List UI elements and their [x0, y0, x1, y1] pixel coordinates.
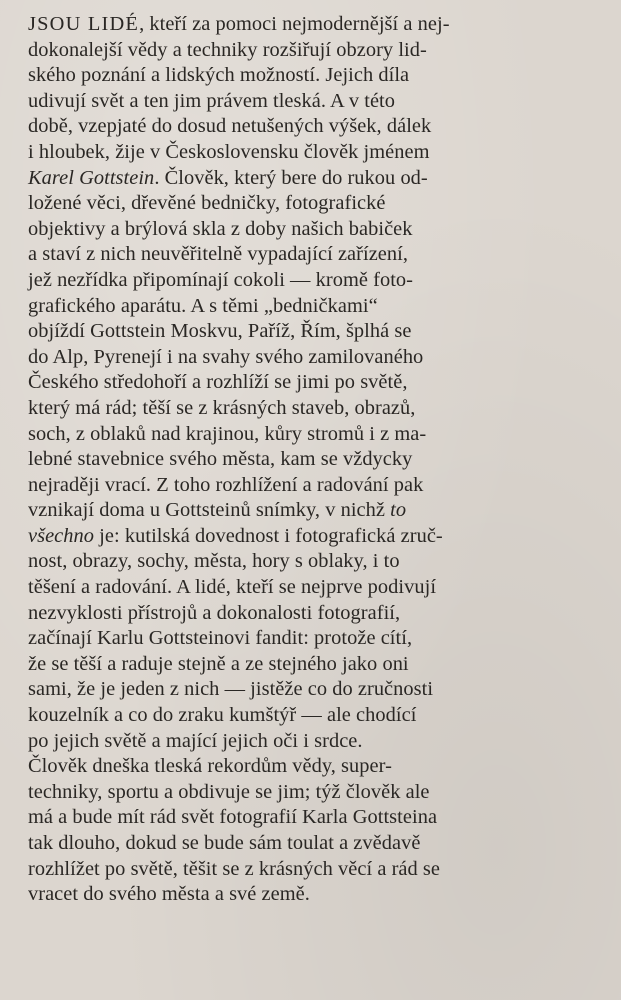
italic-text: všechno: [28, 524, 95, 547]
text-segment: objektivy a brýlová skla z doby našich babiček: [28, 217, 413, 240]
text-segment: udivují svět a ten jim právem tleská. A v této: [28, 89, 396, 112]
text-line: [28, 626, 600, 652]
text-segment: a staví z nich neuvěřitelně vypadající zařízení,: [28, 243, 409, 266]
text-segment: který má rád; těší se z krásných staveb, obrazů,: [28, 396, 416, 419]
text-segment: Českého středohoří a rozhlíží se jimi po světě,: [28, 371, 408, 394]
text-line: [28, 805, 600, 831]
text-line: [28, 242, 600, 268]
text-segment: objíždí Gottstein Moskvu, Paříž, Řím, šplhá se: [28, 320, 412, 343]
text-segment: jež nezřídka připomínají cokoli — kromě foto-: [28, 268, 414, 291]
text-segment: nost, obrazy, sochy, města, hory s oblaky, i to: [28, 550, 400, 573]
text-line: [28, 294, 600, 320]
text-line: [28, 166, 600, 192]
text-segment: těšení a radování. A lidé, kteří se nejprve podivují: [28, 576, 437, 599]
text-line: [28, 114, 600, 140]
text-line: [28, 38, 600, 64]
text-segment: nejraději vrací. Z toho rozhlížení a radování pak: [28, 473, 424, 496]
text-line: [28, 857, 600, 883]
text-segment: vracet do svého města a své země.: [28, 883, 310, 906]
text-line: [28, 319, 600, 345]
text-line: [28, 575, 600, 601]
text-segment: kouzelník a co do zraku kumštýř — ale chodící: [28, 704, 417, 727]
text-segment: době, vzepjaté do dosud netušených výšek, dálek: [28, 115, 432, 138]
text-segment: Člověk dneška tleská rekordům vědy, super-: [28, 755, 392, 778]
text-line: [28, 498, 600, 524]
text-line: [28, 524, 600, 550]
italic-text: to: [390, 499, 407, 522]
text-line: [28, 345, 600, 371]
text-segment: ského poznání a lidských možností. Jejich díla: [28, 64, 410, 87]
text-line: [28, 677, 600, 703]
text-line: [28, 191, 600, 217]
text-segment: vznikají doma u Gottsteinů snímky, v nichž: [28, 499, 391, 522]
text-segment: JSOU LIDÉ: [28, 13, 140, 35]
text-line: [28, 473, 600, 499]
text-segment: je: kutilská dovednost i fotografická zruč-: [94, 524, 443, 547]
text-line: [28, 447, 600, 473]
text-segment: i hloubek, žije v Československu člověk jménem: [28, 140, 430, 163]
text-line: [28, 754, 600, 780]
text-segment: rozhlížet po světě, těšit se z krásných věcí a rád se: [28, 857, 440, 880]
text-segment: do Alp, Pyrenejí i na svahy svého zamilovaného: [28, 345, 424, 368]
text-segment: ložené věci, dřevěné bedničky, fotografické: [28, 192, 386, 215]
text-segment: grafického aparátu. A s těmi „bedničkami“: [28, 294, 378, 317]
text-segment: , kteří za pomoci nejmodernější a nej-: [139, 13, 450, 35]
text-segment: sami, že je jeden z nich — jistěže co do zručnosti: [28, 678, 434, 701]
text-segment: má a bude mít rád svět fotografií Karla Gottsteina: [28, 806, 438, 829]
text-line: [28, 217, 600, 243]
text-segment: tak dlouho, dokud se bude sám toulat a zvědavě: [28, 832, 421, 854]
text-line: [28, 729, 600, 755]
body-text: [28, 12, 600, 908]
text-segment: dokonalejší vědy a techniky rozšiřují obzory lid-: [28, 38, 427, 61]
text-line: [28, 882, 600, 908]
text-line: [28, 268, 600, 294]
text-line: [28, 831, 600, 857]
text-line: [28, 140, 600, 166]
text-segment: lebné stavebnice svého města, kam se vždycky: [28, 448, 413, 471]
text-line: [28, 89, 600, 115]
text-segment: . Člověk, který bere do rukou od-: [154, 166, 428, 189]
text-segment: že se těší a raduje stejně a ze stejného jako oni: [28, 652, 409, 675]
text-line: [28, 370, 600, 396]
text-segment: nezvyklosti přístrojů a dokonalosti fotografií,: [28, 601, 401, 624]
text-line: [28, 652, 600, 678]
text-line: [28, 703, 600, 729]
text-line: [28, 396, 600, 422]
text-line: [28, 780, 600, 806]
text-segment: začínají Karlu Gottsteinovi fandit: protože cítí,: [28, 627, 413, 650]
text-segment: techniky, sportu a obdivuje se jim; týž člověk ale: [28, 780, 430, 803]
text-line: [28, 12, 600, 38]
text-segment: soch, z oblaků nad krajinou, kůry stromů i z ma-: [28, 422, 427, 445]
text-segment: po jejich světě a mající jejich oči i srdce.: [28, 729, 363, 752]
text-line: [28, 422, 600, 448]
text-line: [28, 549, 600, 575]
text-line: [28, 63, 600, 89]
text-line: [28, 601, 600, 627]
italic-text: Karel Gottstein: [28, 166, 155, 189]
